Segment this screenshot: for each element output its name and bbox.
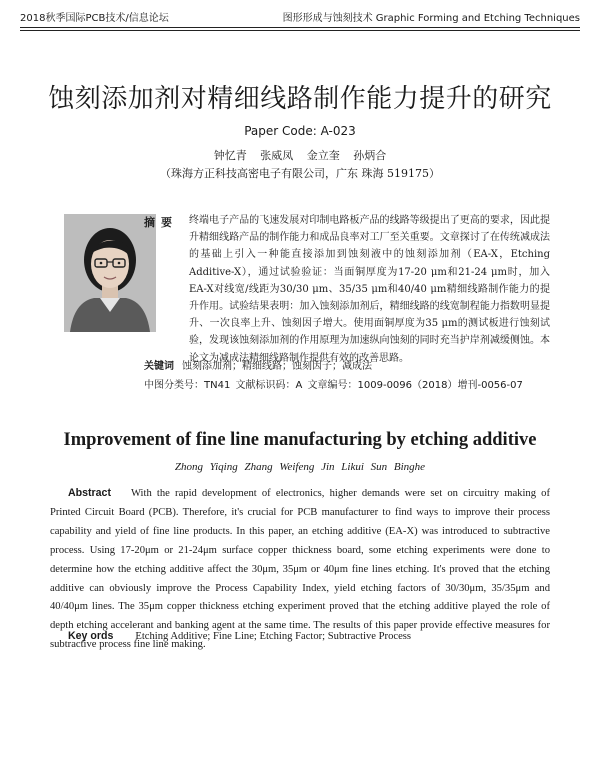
keywords-text-en: Etching Additive; Fine Line; Etching Factor; Subtractive Process: [135, 631, 412, 642]
keywords-label-en: Key ords: [68, 630, 114, 642]
keywords-en: [68, 630, 411, 642]
header-left: 2018秋季国际PCB技术/信息论坛: [20, 12, 169, 24]
author-photo: [64, 214, 156, 332]
header-rule: [20, 27, 580, 28]
running-header: [20, 8, 580, 24]
keywords-cn: [144, 357, 372, 372]
abstract-cn: 终端电子产品的飞速发展对印制电路板产品的线路等级提出了更高的要求，因此提升精细线路产品的制作能力和成品良率对工厂至关重要。文章探讨了在传统减成法的基础上引入一种能直接添加到蚀刻液中的蚀刻添加剂（EA-X，Etching Additive-X），通过试验验证：当面铜厚度为17-20 μm和21-24 μm时，加入EA-X对线宽/线距为30/30 μm、35/35 μm和40/40 μm精细线路制作能力的提升作用。试验结果表明：加入蚀刻添加剂后，精细线路的线宽制程能力指数明显提升、一次良率上升、蚀刻因子增大。使用面铜厚度为35 μm的测试板进行蚀刻试验，发现该蚀刻添加剂的作用原理为加速纵向蚀刻的同时充当护岸剂减缓侧蚀。本论文为减成法精细线路制作提供有效的改善思路。: [189, 215, 550, 364]
authors-cn: 钟忆青 张威凤 金立奎 孙炳合: [213, 149, 387, 162]
paper-code: Paper Code: A-023: [244, 124, 356, 138]
keywords-label-cn: 关键词: [144, 361, 174, 372]
abstract-label-en: Abstract: [68, 487, 111, 499]
abstract-label-cn: 摘要: [144, 216, 178, 229]
page-title-cn: 蚀刻添加剂对精细线路制作能力提升的研究: [48, 84, 552, 114]
authors-en: Zhong Yiqing Zhang Weifeng Jin Likui Sun Binghe: [174, 461, 426, 473]
header-right: 图形形成与蚀刻技术 Graphic Forming and Etching Techniques: [282, 12, 580, 24]
affiliation-cn: （珠海方正科技高密电子有限公司，广东 珠海 519175）: [160, 167, 440, 180]
header-rule-thin: [20, 30, 580, 31]
page-title-en: Improvement of fine line manufacturing by etching additive: [63, 430, 537, 450]
abstract-text-en: With the rapid development of electronics, higher demands were set on circuitry making of Printed Circuit Board (PCB). Therefore, it's crucial for PCB manufacturer to find ways to improve their process capability and yield of fine line products. In this paper, an etching additive (EA-X) was introduced to subtractive process. Using 17-20μm or 21-24μm surface copper thickness board, some etching experiments were done to determine how the etching additive affect the 30μm, 35μm or 40μm fine lines etching. It's proved that the etching additive can obviously improve the Process Capability Index, yield etching factors of 30/30μm, 35/35μm and 40/40μm lines. The 35μm copper thickness etching experiment proved that the etching additive played the role of depth etching accelerant and banking agent at the same time. The results of this paper provide effective measures for subtractive process fine line making.: [50, 488, 550, 651]
classification-cn: 中图分类号：TN41 文献标识码：A 文章编号：1009-0096（2018）增刊-0056-07: [144, 380, 523, 391]
keywords-text-cn: 蚀刻添加剂；精细线路；蚀刻因子；减成法: [182, 361, 372, 372]
